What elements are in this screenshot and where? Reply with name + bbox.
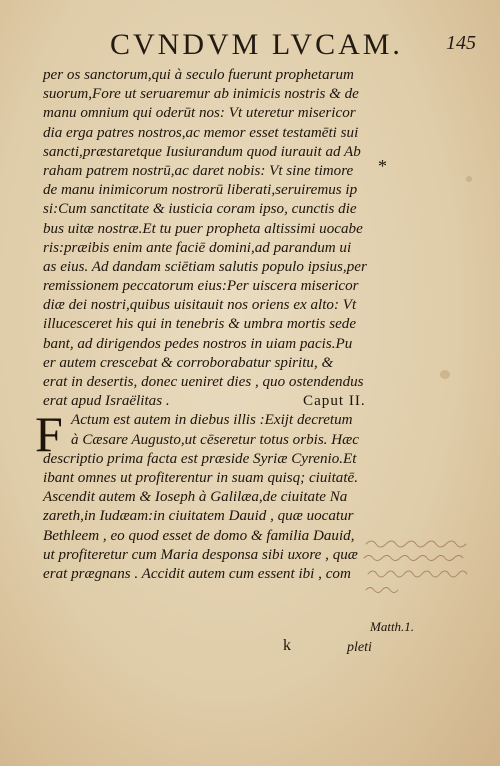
text-line: à Cæsare Augusto,ut cēseretur totus orbis. Hæc [71,431,359,448]
text-line: si:Cum sanctitate & iusticia coram ipso, cunctis die [43,201,357,218]
text-line: zareth,in Iudæam:in ciuitatem Dauid , quæ uocatur [43,508,354,525]
text-line: erat in desertis, donec ueniret dies , quo ostendendus [43,374,364,390]
text-line: bus uitæ nostræ.Et tu puer propheta altissimi uocabe [43,220,363,237]
text-line: diæ dei nostri,quibus uisitauit nos oriens ex alto: Vt [43,297,357,314]
chapter-heading: Caput II. [303,393,366,410]
dropcap-lines [43,411,383,449]
text-line: ut profiteretur cum Maria desponsa sibi uxore , quæ [43,546,358,563]
main-text [35,66,383,584]
text-line: as eius. Ad dandam sciētiam salutis populo ipsius,per [43,258,367,275]
running-head: CVNDVM LVCAM. [110,28,403,61]
text-line: ris:præibis enim ante faciē domini,ad parandum ui [43,239,352,256]
paper-stain [440,370,450,379]
text-line: raham patrem nostrū,ac daret nobis: Vt sine timore [43,162,354,179]
text-line: illucesceret his qui in tenebris & umbra mortis sede [43,316,357,333]
signature-mark: k [283,637,291,654]
text-line: bant, ad dirigendos pedes nostros in uiam pacis.Pu [43,335,353,352]
text-line: Bethleem , eo quod esset de domo & familia Dauid, [43,527,355,544]
text-line: descriptio prima facta est præside Syriæ Cyrenio.Et [43,450,357,467]
page-number: 145 [446,32,476,54]
handwriting-scribble [362,536,492,606]
text-line: er autem crescebat & corroborabatur spiritu, & [43,354,334,371]
text-line: Actum est autem in diebus illis :Exijt decretum [71,412,353,429]
margin-asterisk: * [378,156,387,176]
body-text-block [43,66,383,392]
text-line: erat prægnans . Accidit autem cum essent ibi , com [43,565,351,582]
margin-reference: Matth.1. [370,619,415,634]
paper-stain [466,176,472,182]
page-header [0,28,500,68]
drop-capital: F [35,406,63,463]
text-line: remissionem peccatorum eius:Per uiscera misericor [43,278,359,295]
handwritten-margin-note [362,536,492,606]
text-line: suorum,Fore ut seruaremur ab inimicis nostris & de [43,86,359,103]
text-line: de manu inimicorum nostrorū liberati,seruiremus ip [43,182,358,199]
text-line: erat apud Israëlitas . [43,393,170,410]
chapter-text-block [43,450,383,584]
text-line: Ascendit autem & Ioseph à Galilæa,de ciuitate Na [43,489,348,506]
text-line: per os sanctorum,qui à seculo fuerunt prophetarum [43,67,354,83]
caput-line [43,392,383,411]
text-line: sancti,præstaretque Iusiurandum quod iurauit ad Ab [43,143,361,160]
text-line: ibant omnes ut profiterentur in suam quisq; ciuitatē. [43,469,358,486]
text-line: dia erga patres nostros,ac memor esset testamēti sui [43,124,359,141]
text-line: manu omnium qui oderūt nos: Vt uteretur misericor [43,105,356,122]
catchword: pleti [347,640,372,655]
